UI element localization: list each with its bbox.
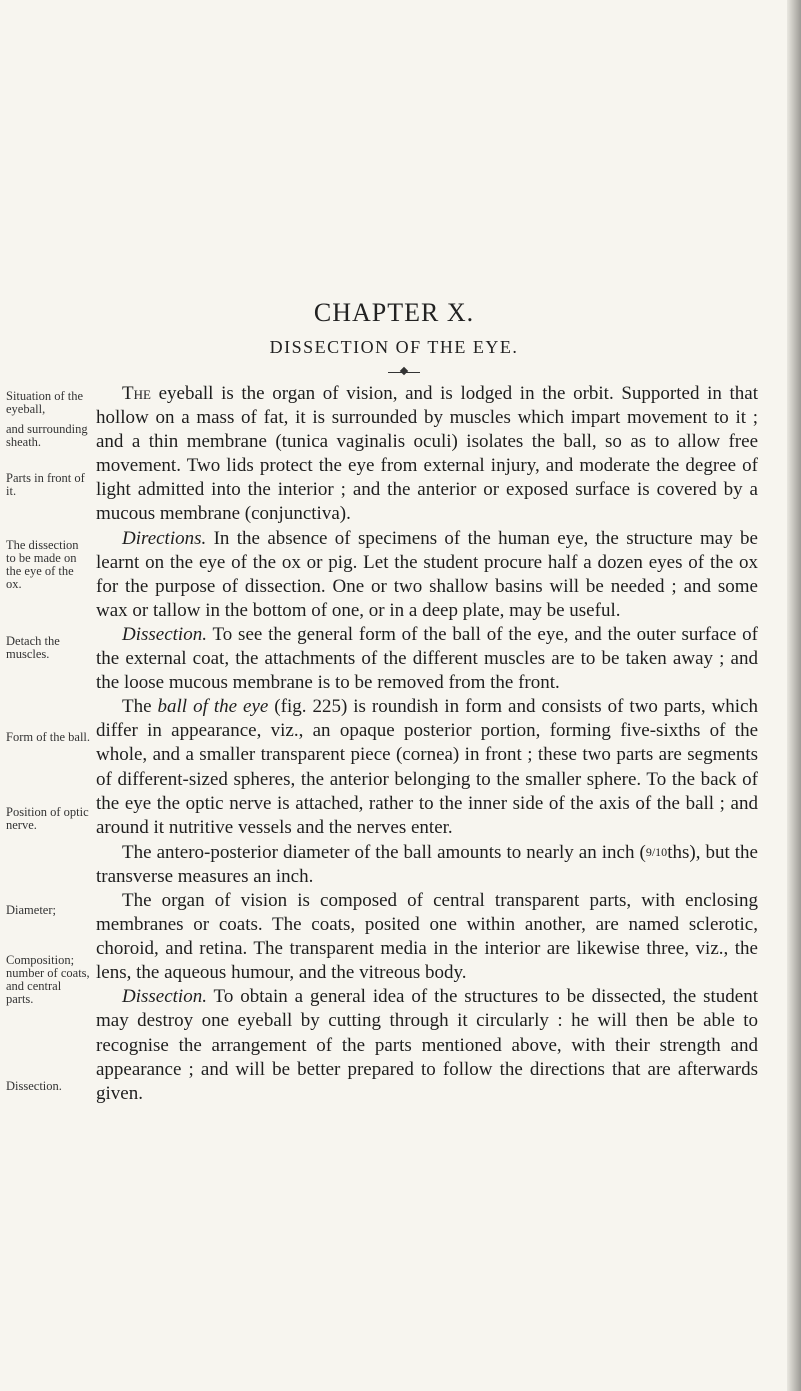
page-edge-shadow xyxy=(787,0,801,1391)
paragraph-text: The organ of vision is composed of central transparent parts, with enclosing membranes or coats. The coats, posited one within another, are named sclerotic, choroid, and retina. The transparent media in the interior are likewise three, viz., the lens, the aqueous humour, and the vitreous body. xyxy=(96,889,758,984)
margin-note-situation: Situation of the eyeball, xyxy=(6,389,84,416)
margin-note-parts-in-front: Parts in front of it. xyxy=(6,471,85,498)
margin-note-composition: Composition; number of coats, and central parts. xyxy=(6,953,90,1006)
paragraph-text: To obtain a general idea of the structures to be dissected, the student may destroy one eyeball by cutting through it circularly : he will then be able to recognise the arrangement of the parts mentioned above, with their strength and appearance ; and will be better prepared to follow the directions that are afterwards given. xyxy=(96,986,758,1104)
paragraph-composition xyxy=(96,889,758,985)
paragraph-run-in-heading: Dissection. xyxy=(122,623,207,645)
paragraph-run-in-heading: Directions. xyxy=(122,527,207,549)
fraction: 9/10 xyxy=(645,844,668,859)
margin-note-dissection-ox: The dissection to be made on the eye of the ox. xyxy=(6,538,79,591)
paragraph-text: ths), but the transverse measures an inch. xyxy=(96,841,758,887)
paragraph-emphasis: ball of the eye xyxy=(157,696,269,718)
margin-note-form-of-ball: Form of the ball. xyxy=(6,730,91,744)
paragraph-diameter xyxy=(96,840,758,889)
paragraph-lead-word: The xyxy=(122,383,151,404)
paragraph-run-in-heading: Dissection. xyxy=(122,986,207,1008)
paragraph-dissection-muscles xyxy=(96,623,758,695)
paragraph-text: The antero-posterior diameter of the ball amounts to nearly an inch ( xyxy=(122,841,646,863)
margin-note-diameter: Diameter; xyxy=(6,903,56,917)
paragraph-dissection-general xyxy=(96,985,758,1105)
paragraph-text: (fig. 225) is roundish in form and consists of two parts, which differ in appearance, viz., an opaque posterior portion, forming five-sixths of the whole, and a smaller transparent piece (cornea) in front ; these two parts are segments of different-sized spheres, the anterior belonging to the smaller sphere. To the back of the eye the optic nerve is attached, rather to the inner side of the axis of the ball ; and around it nutritive vessels and the nerves enter. xyxy=(96,696,758,838)
chapter-heading: CHAPTER X. xyxy=(313,298,475,327)
margin-note-optic-nerve: Position of optic nerve. xyxy=(6,805,89,832)
paragraph-text: To see the general form of the ball of the eye, and the outer surface of the external coat, the attachments of the different muscles are to be taken away ; and the loose mucous membrane is to be removed from the front. xyxy=(96,623,758,694)
paragraph-situation xyxy=(96,382,758,527)
divider-ornament xyxy=(388,367,420,377)
margin-note-detach-muscles: Detach the muscles. xyxy=(6,634,60,661)
paragraph-text: In the absence of specimens of the human eye, the structure may be learnt on the eye of the ox or pig. Let the student procure half a dozen eyes of the ox for the purpose of dissection. One or two shallow basins will be needed ; and some wax or tallow in the bottom of one, or in a deep plate, may be useful. xyxy=(96,527,758,621)
body-text xyxy=(96,382,758,1106)
section-heading: DISSECTION OF THE EYE. xyxy=(269,337,519,357)
paragraph-text: The xyxy=(122,696,158,718)
paragraph-text: eyeball is the organ of vision, and is lodged in the orbit. Supported in that hollow on a mass of fat, it is surrounded by muscles which impart movement to it ; and a thin membrane (tunica vaginalis oculi) isolates the ball, so as to allow free movement. Two lids protect the eye from external injury, and moderate the degree of light admitted into the interior ; and the anterior or exposed surface is covered by a mucous membrane (conjunctiva). xyxy=(96,383,758,525)
paragraph-ball-form xyxy=(96,695,758,840)
margin-note-sheath: and surrounding sheath. xyxy=(6,422,88,449)
ornament-diamond xyxy=(400,367,408,375)
paragraph-directions xyxy=(96,527,758,623)
margin-note-dissection: Dissection. xyxy=(6,1079,62,1093)
